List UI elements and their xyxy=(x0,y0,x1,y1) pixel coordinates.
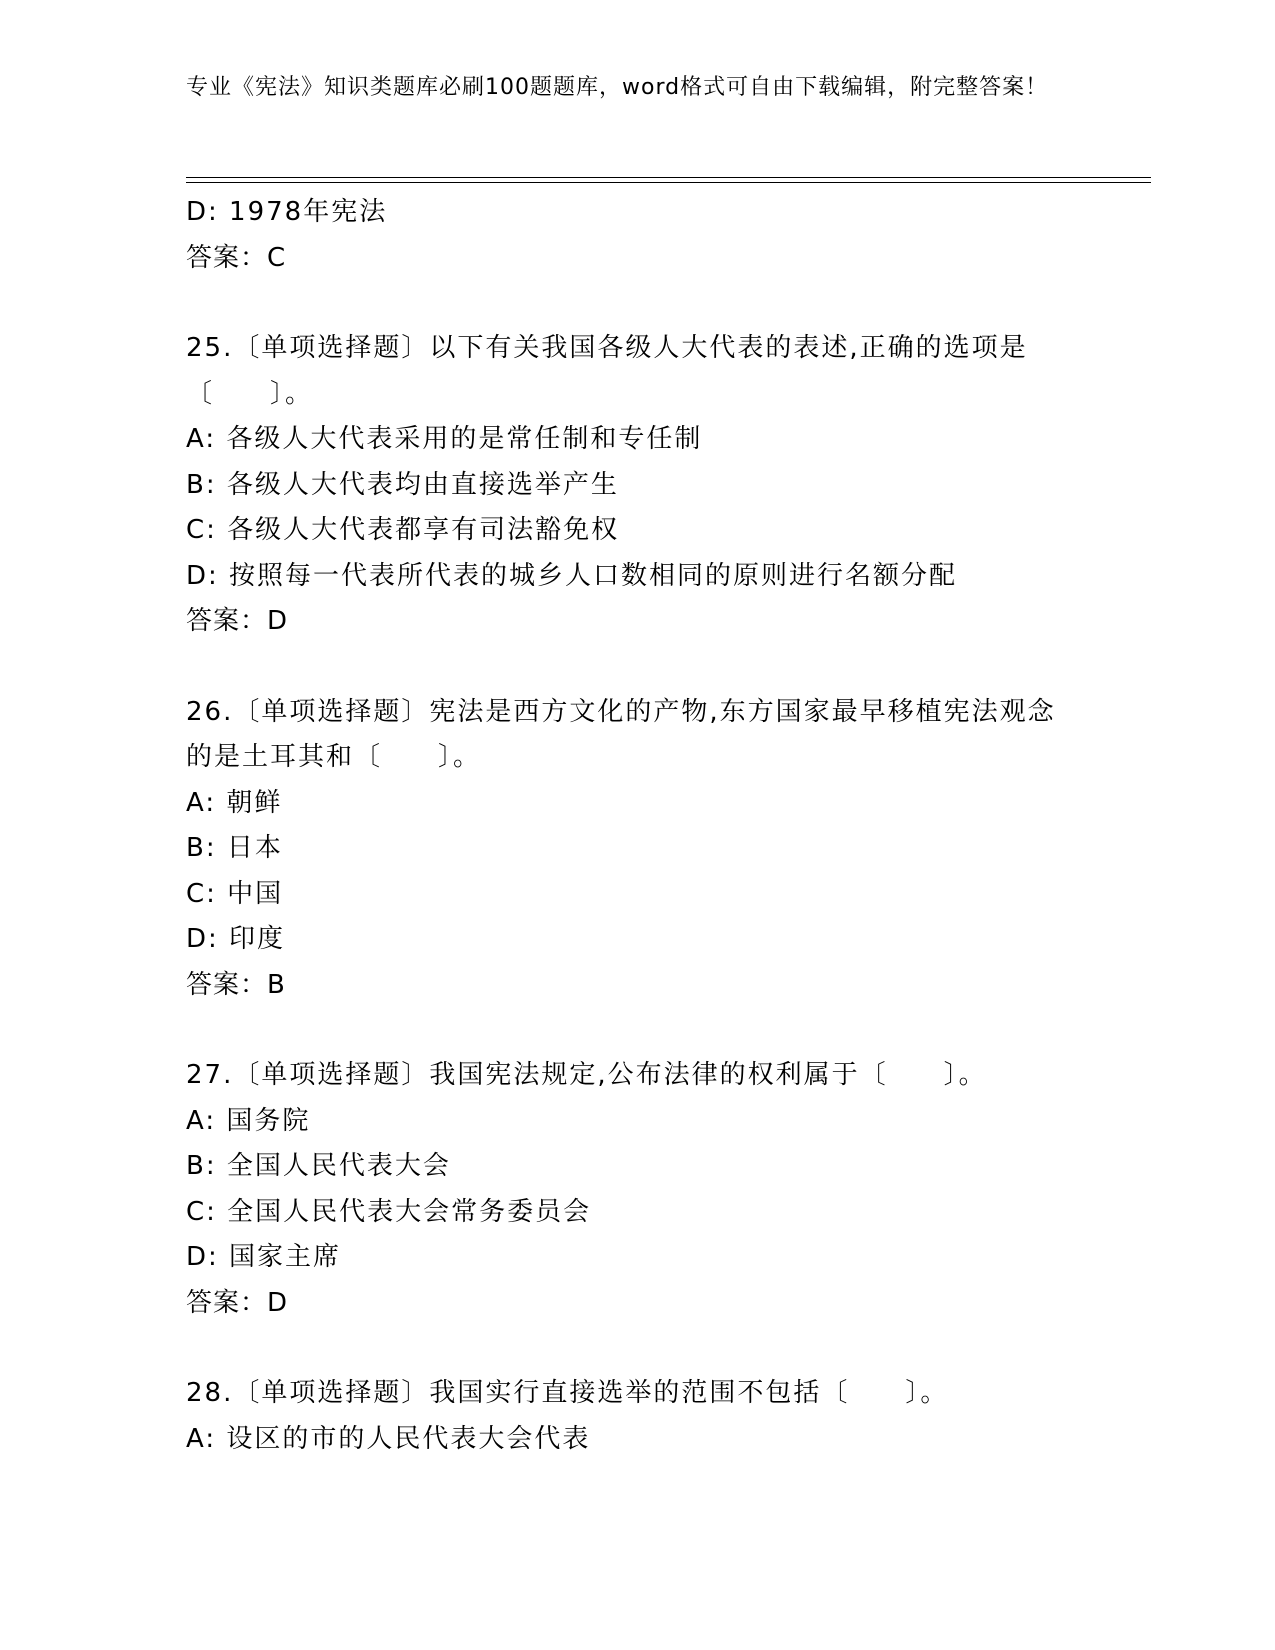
option-a: A: 朝鲜 xyxy=(186,787,283,818)
header-rule-top xyxy=(186,177,1151,178)
option-d: D: 印度 xyxy=(186,924,286,954)
answer: 答案：B xyxy=(186,969,286,1000)
question-28 xyxy=(186,1371,1066,1462)
option-a: A: 国务院 xyxy=(186,1105,311,1136)
spacer xyxy=(186,281,1066,326)
answer: 答案：D xyxy=(186,1287,289,1318)
question-26 xyxy=(186,690,1066,1009)
question-stem: 27.〔单项选择题〕我国宪法规定,公布法律的权利属于〔 〕。 xyxy=(186,1060,987,1090)
option-c: C: 各级人大代表都享有司法豁免权 xyxy=(186,515,620,545)
option-d: D: 国家主席 xyxy=(186,1242,342,1272)
prev-answer: 答案：C xyxy=(186,242,287,273)
option-b: B: 日本 xyxy=(186,833,283,863)
question-stem: 25.〔单项选择题〕以下有关我国各级人大代表的表述,正确的选项是〔 〕。 xyxy=(186,333,1028,409)
question-stem: 26.〔单项选择题〕宪法是西方文化的产物,东方国家最早移植宪法观念的是土耳其和〔 〕。 xyxy=(186,696,1056,772)
option-a: A: 设区的市的人民代表大会代表 xyxy=(186,1423,591,1454)
answer: 答案：D xyxy=(186,606,289,636)
option-c: C: 中国 xyxy=(186,878,284,909)
header-rule-bottom xyxy=(186,182,1151,183)
page-header: 专业《宪法》知识类题库必刷100题题库，word格式可自由下载编辑，附完整答案！ xyxy=(186,75,1049,100)
question-27 xyxy=(186,1053,1066,1326)
option-d: D: 按照每一代表所代表的城乡人口数相同的原则进行名额分配 xyxy=(186,560,958,591)
prev-option-d: D: 1978年宪法 xyxy=(186,197,388,227)
question-stem: 28.〔单项选择题〕我国实行直接选举的范围不包括〔 〕。 xyxy=(186,1378,949,1408)
option-b: B: 全国人民代表大会 xyxy=(186,1151,451,1181)
question-25 xyxy=(186,326,1066,645)
spacer xyxy=(186,645,1066,690)
spacer xyxy=(186,1008,1066,1053)
spacer xyxy=(186,1326,1066,1371)
option-b: B: 各级人大代表均由直接选举产生 xyxy=(186,469,619,500)
question-body xyxy=(186,190,1066,1462)
option-a: A: 各级人大代表采用的是常任制和专任制 xyxy=(186,424,703,454)
option-c: C: 全国人民代表大会常务委员会 xyxy=(186,1196,592,1227)
